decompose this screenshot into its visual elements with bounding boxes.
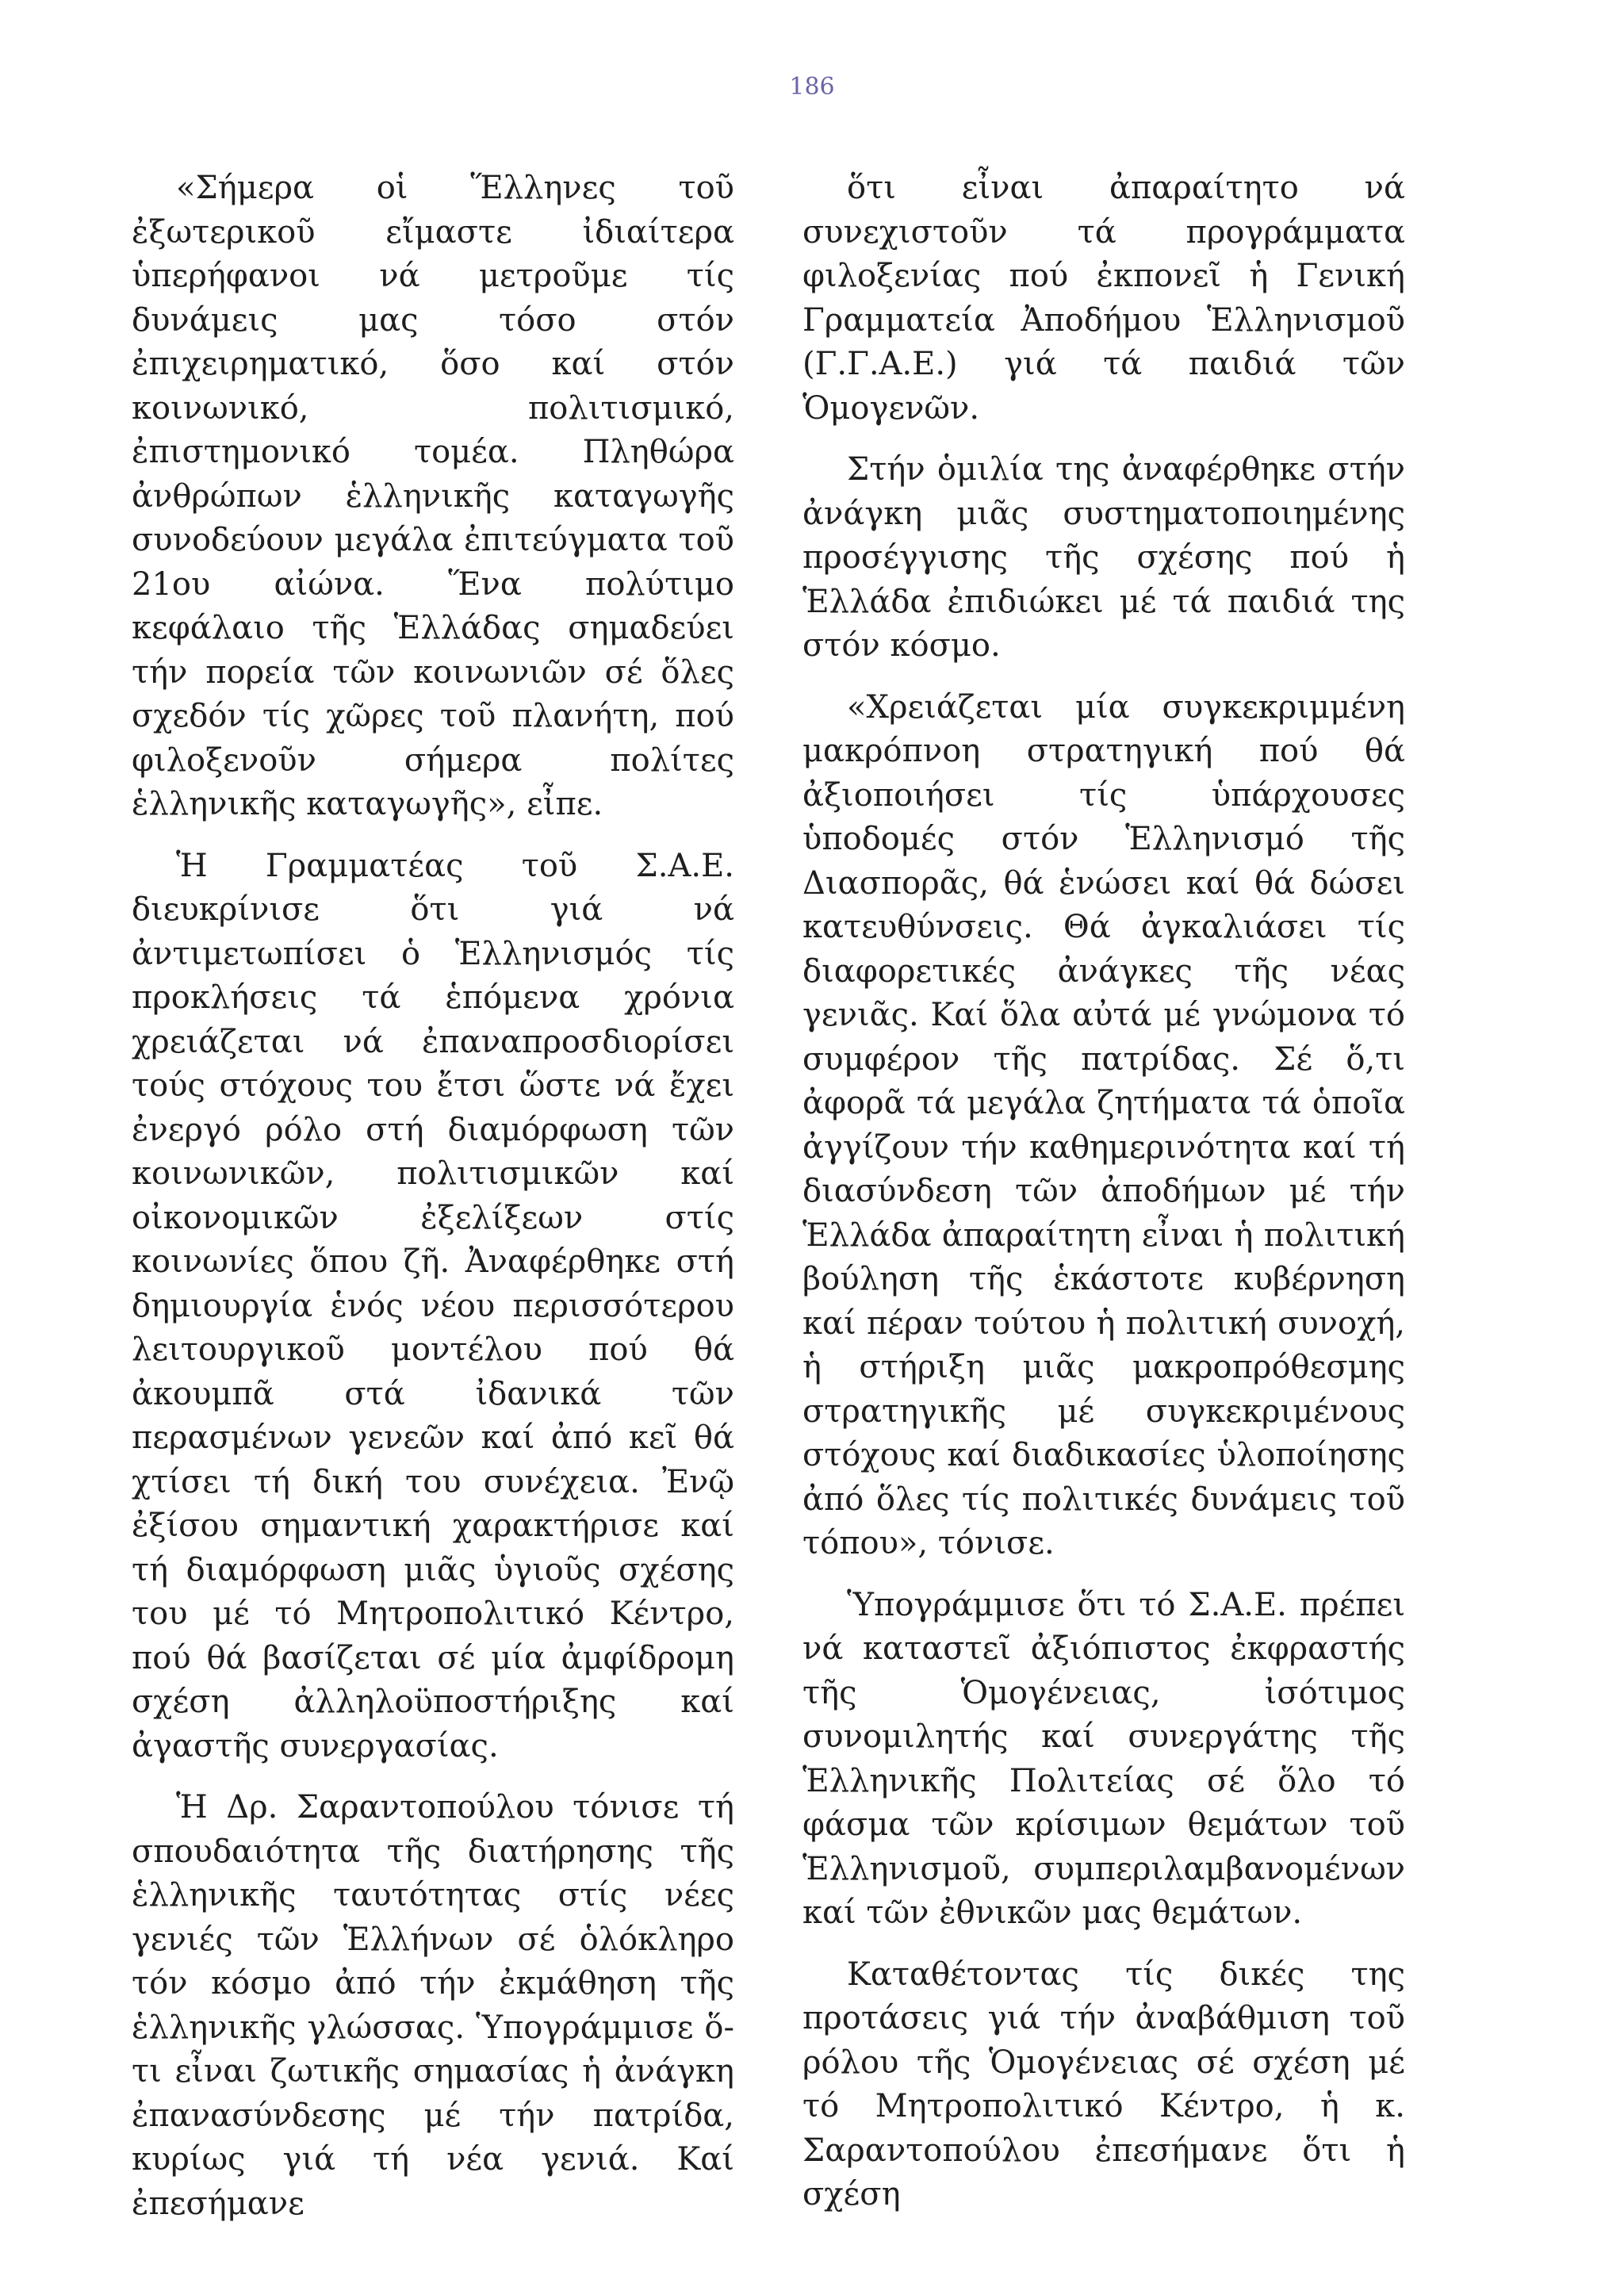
paragraph: ὅτι εἶναι ἀπαραίτητο νά συνεχιστοῦν τά προγράμματα φιλοξενίας πού ἐκπονεῖ ἡ Γενική Γραμματεία Ἀποδήμου Ἑλληνισμοῦ (Γ.Γ.Α.Ε.) γιά τά παιδιά τῶν Ὁμογενῶν. [802,170,1405,427]
paragraph: «Χρειάζεται μία συγκεκριμμένη μακρόπνοη στρατηγική πού θά ἀξιοποιήσει τίς ὑπάρχουσες ὑποδομές στόν Ἑλληνισμό τῆς Διασπορᾶς, θά ἑνώσει καί θά δώσει κατευθύνσεις. Θά ἀγκαλιάσει τίς διαφορετικές ἀνάγκες τῆς νέας γενιᾶς. Καί ὅλα αὐτά μέ γνώμονα τό συμφέρον τῆς πατρίδας. Σέ ὅ,τι ἀφορᾶ τά μεγάλα ζητήματα τά ὁποῖα ἀγγίζουν τήν καθημερινότητα καί τή διασύνδεση τῶν ἀποδήμων μέ τήν Ἑλλάδα ἀπαραίτητη εἶναι ἡ πολιτική βούληση τῆς ἑκάστοτε κυβέρνηση καί πέραν τούτου ἡ πολιτική συνοχή, ἡ στήριξη μιᾶς μακροπρόθεσμης στρατηγικῆς μέ συγκεκριμένους στόχους καί διαδικασίες ὑλοποίησης ἀπό ὅλες τίς πολιτικές δυνάμεις τοῦ τόπου», τόνισε. [802,688,1405,1561]
page-number: 186 [789,73,835,101]
paragraph: Ἡ Γραμματέας τοῦ Σ.Α.Ε. διευκρίνισε ὅτι γιά νά ἀντιμετωπίσει ὁ Ἑλληνισμός τίς προκλήσεις τά ἑπόμενα χρόνια χρειάζεται νά ἐπαναπροσδιορίσει τούς στόχους του ἔτσι ὥστε νά ἔχει ἐνεργό ρόλο στή διαμόρφωση τῶν κοινωνικῶν, πολιτισμικῶν καί οἰκονομικῶν ἐξελίξεων στίς κοινωνίες ὅπου ζῆ. Ἀναφέρθηκε στή δημιουργία ἑνός νέου περισσότερου λειτουργικοῦ μοντέλου πού θά ἀκουμπᾶ στά ἰδανικά τῶν περασμένων γενεῶν καί ἀπό κεῖ θά χτίσει τή δική του συνέχεια. Ἐνῷ ἐξίσου σημαντική χαρακτήρισε καί τή διαμόρφωση μιᾶς ὑγιοῦς σχέσης του μέ τό Μητροπολιτικό Κέντρο, πού θά βασίζεται σέ μία ἀμφίδρομη σχέση ἀλληλοϋποστήριξης καί ἀγαστῆς συνεργασίας. [132,847,734,1764]
right-column [802,167,1405,2235]
paragraph: Ὑπογράμμισε ὅτι τό Σ.Α.Ε. πρέπει νά καταστεῖ ἀξιόπιστος ἐκφραστής τῆς Ὁμογένειας, ἰσότιμος συνομιλητής καί συνεργάτης τῆς Ἑλληνικῆς Πολιτείας σέ ὅλο τό φάσμα τῶν κρίσιμων θεμάτων τοῦ Ἑλληνισμοῦ, συμπεριλαμβανομένων καί τῶν ἐθνικῶν μας θεμάτων. [802,1586,1405,1931]
left-column [132,167,734,2243]
paragraph: Καταθέτοντας τίς δικές της προτάσεις γιά τήν ἀναβάθμιση τοῦ ρόλου τῆς Ὁμογένειας σέ σχέση μέ τό Μητροπολιτικό Κέντρο, ἡ κ. Σαραντοπούλου ἐπεσήμανε ὅτι ἡ σχέση [802,1956,1405,2212]
paragraph: Ἡ Δρ. Σαραντοπούλου τόνισε τή σπουδαιότητα τῆς διατήρησης τῆς ἑλληνικῆς ταυτότητας στίς νέες γενιές τῶν Ἑλλήνων σέ ὁλόκληρο τόν κόσμο ἀπό τήν ἐκμάθηση τῆς ἑλληνικῆς γλώσσας. Ὑπογράμμισε ὅ-τι εἶναι ζωτικῆς σημασίας ἡ ἀνάγκη ἐπανασύνδεσης μέ τήν πατρίδα, κυρίως γιά τή νέα γενιά. Καί ἐπεσήμανε [132,1789,734,2222]
paragraph: Στήν ὁμιλία της ἀναφέρθηκε στήν ἀνάγκη μιᾶς συστηματοποιημένης προσέγγισης τῆς σχέσης πού ἡ Ἑλλάδα ἐπιδιώκει μέ τά παιδιά της στόν κόσμο. [802,451,1405,664]
paragraph: «Σήμερα οἱ Ἕλληνες τοῦ ἐξωτερικοῦ εἴμαστε ἰδιαίτερα ὑπερήφανοι νά μετροῦμε τίς δυνάμεις μας τόσο στόν ἐπιχειρηματικό, ὅσο καί στόν κοινωνικό, πολιτισμικό, ἐπιστημονικό τομέα. Πληθώρα ἀνθρώπων ἑλληνικῆς καταγωγῆς συνοδεύουν μεγάλα ἐπιτεύγματα τοῦ 21ου αἰώνα. Ἕνα πολύτιμο κεφάλαιο τῆς Ἑλλάδας σημαδεύει τήν πορεία τῶν κοινωνιῶν σέ ὅλες σχεδόν τίς χῶρες τοῦ πλανήτη, πού φιλοξενοῦν σήμερα πολίτες ἑλληνικῆς καταγωγῆς», εἶπε. [132,170,734,822]
